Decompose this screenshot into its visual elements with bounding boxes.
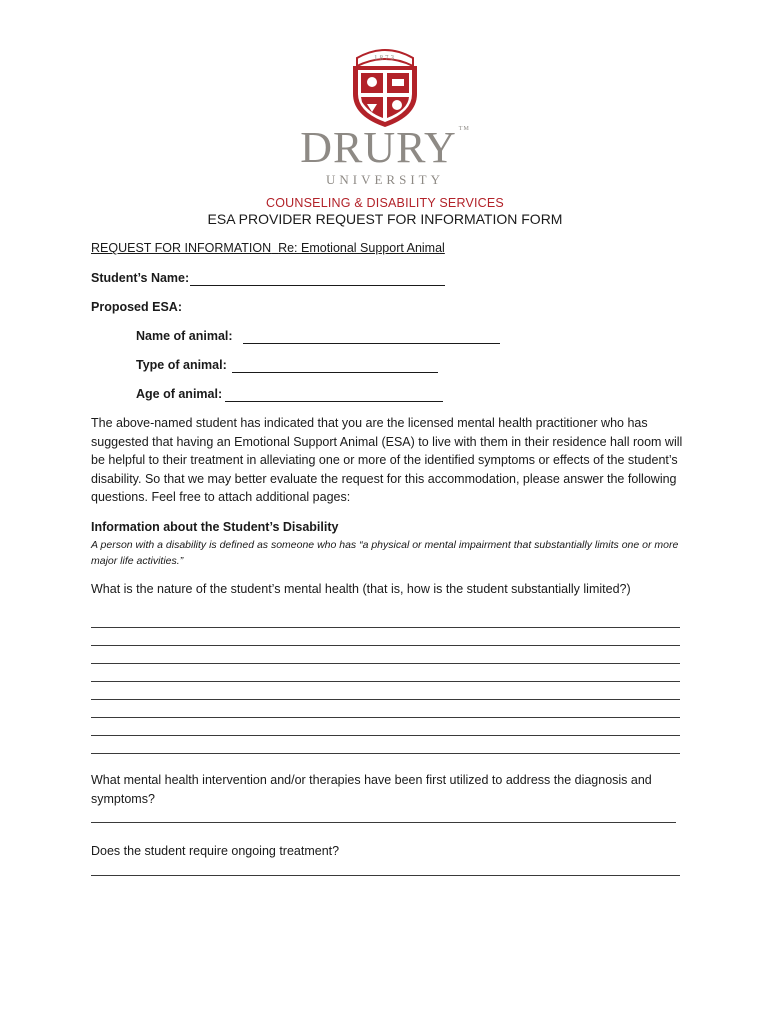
name-of-animal-field[interactable] — [243, 331, 500, 344]
answer-line[interactable] — [91, 875, 680, 876]
student-name-field[interactable] — [190, 273, 445, 286]
age-of-animal-field[interactable] — [225, 389, 443, 402]
request-line — [91, 239, 445, 258]
name-of-animal-label: Name of animal: — [136, 329, 233, 343]
answer-line[interactable] — [91, 627, 680, 628]
university-subtitle: UNIVERSITY — [326, 172, 444, 187]
trademark-mark: TM — [458, 126, 470, 132]
wordmark-text: DRURY — [300, 123, 457, 172]
university-wordmark — [0, 123, 770, 172]
answer-line[interactable] — [91, 735, 680, 736]
disability-heading: Information about the Student’s Disability — [91, 520, 339, 534]
department-name: COUNSELING & DISABILITY SERVICES — [266, 196, 504, 210]
student-name-row — [91, 269, 189, 288]
type-of-animal-label: Type of animal: — [136, 358, 227, 372]
question-2: What mental health intervention and/or therapies have been first utilized to address the diagnosis and symptoms? — [91, 773, 652, 806]
question-3: Does the student require ongoing treatment? — [91, 844, 340, 858]
answer-line[interactable] — [91, 699, 680, 700]
answer-line[interactable] — [91, 822, 676, 823]
proposed-esa-label: Proposed ESA: — [91, 300, 182, 314]
crest-year: 1873 — [374, 54, 396, 62]
disability-definition: A person with a disability is defined as someone who has “a physical or mental impairment that substantially limits one or more major life activities.” — [91, 539, 679, 567]
form-title: ESA PROVIDER REQUEST FOR INFORMATION FORM — [207, 211, 563, 227]
answer-line[interactable] — [91, 663, 680, 664]
answer-line[interactable] — [91, 753, 680, 754]
question-1: What is the nature of the student’s mental health (that is, how is the student substantially limited?) — [91, 582, 631, 596]
university-logo — [0, 44, 770, 187]
crest-icon — [345, 44, 425, 128]
answer-line[interactable] — [91, 681, 680, 682]
student-name-label: Student’s Name: — [91, 271, 190, 285]
answer-line[interactable] — [91, 645, 680, 646]
age-of-animal-label: Age of animal: — [136, 387, 223, 401]
request-re: Re: Emotional Support Animal — [278, 241, 445, 255]
intro-paragraph: The above-named student has indicated that you are the licensed mental health practitioner who has suggested that having an Emotional Support Animal (ESA) to live with them in their residence hall room will be helpful to their treatment in alleviating one or more of the identified symptoms or effects of the student’s disability. So that we may better evaluate the request for this accommodation, please answer the following questions. Feel free to attach additional pages: — [91, 416, 683, 505]
type-of-animal-field[interactable] — [232, 360, 438, 373]
request-label: REQUEST FOR INFORMATION — [91, 241, 272, 255]
answer-line[interactable] — [91, 717, 680, 718]
